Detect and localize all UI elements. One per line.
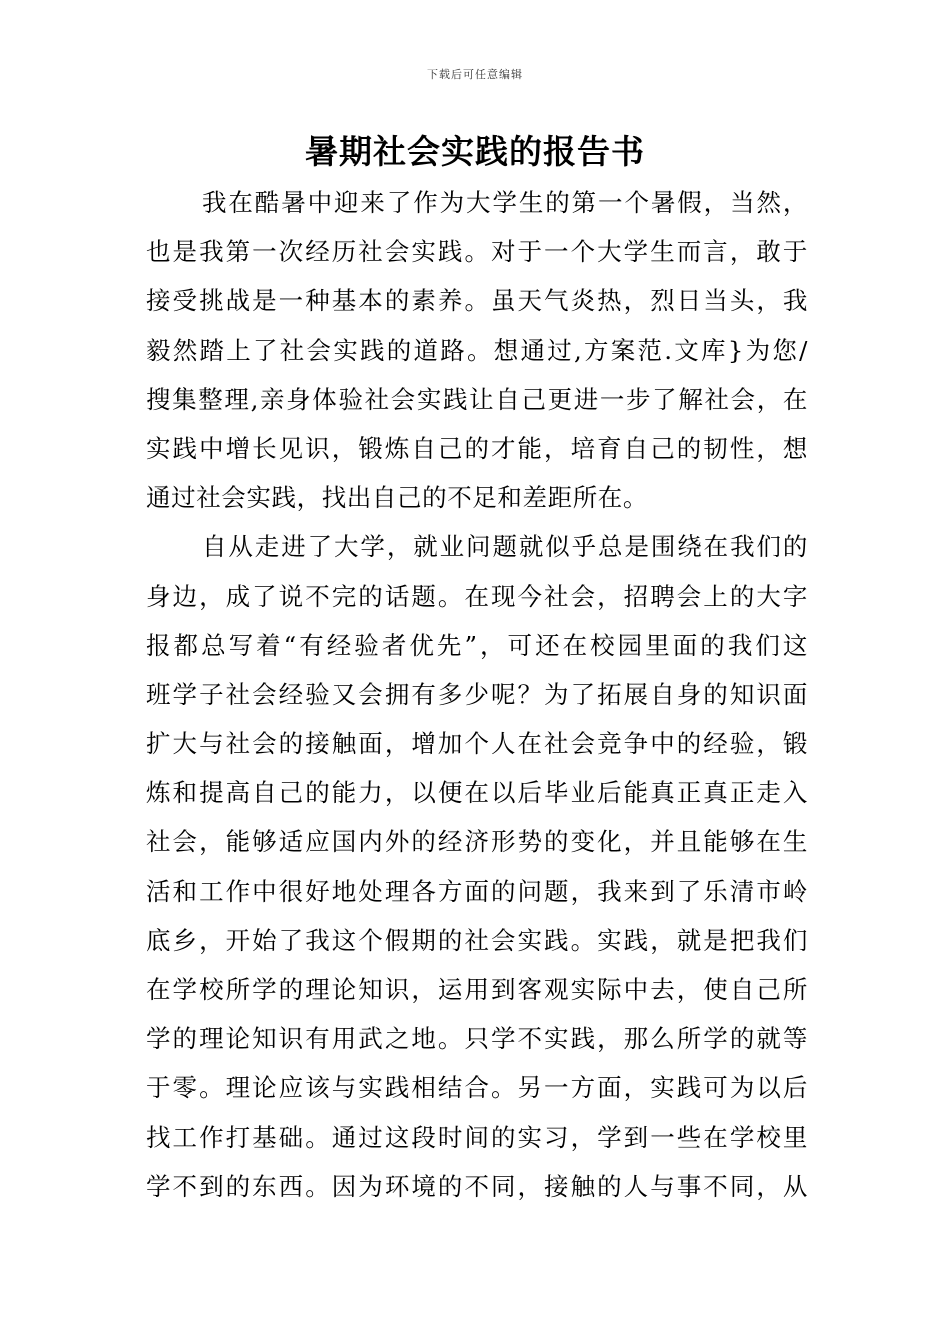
paragraph-1-line-4: 毅然踏上了社会实践的道路。想通过,方案范.文库}为您/ — [146, 335, 808, 365]
paragraph-2-line-7: 社会，能够适应国内外的经济形势的变化，并且能够在生 — [146, 827, 808, 857]
paragraph-2-line-2: 身边，成了说不完的话题。在现今社会，招聘会上的大字 — [146, 581, 808, 611]
paragraph-2-line-8: 活和工作中很好地处理各方面的问题，我来到了乐清市岭 — [146, 876, 808, 906]
document-body — [146, 178, 808, 1211]
paragraph-2-line-13: 找工作打基础。通过这段时间的实习，学到一些在学校里 — [146, 1122, 808, 1152]
page-header-note: 下载后可任意编辑 — [427, 68, 523, 81]
paragraph-1-line-6: 实践中增长见识，锻炼自己的才能，培育自己的韧性，想 — [146, 433, 808, 463]
paragraph-1-line-2: 也是我第一次经历社会实践。对于一个大学生而言，敢于 — [146, 237, 808, 267]
paragraph-1-line-5: 搜集整理,亲身体验社会实践让自己更进一步了解社会，在 — [146, 384, 808, 414]
paragraph-2-line-10: 在学校所学的理论知识，运用到客观实际中去，使自己所 — [146, 975, 808, 1004]
paragraph-2-line-14: 学不到的东西。因为环境的不同，接触的人与事不同，从 — [146, 1171, 808, 1201]
paragraph-1-line-1: 我在酷暑中迎来了作为大学生的第一个暑假，当然， — [202, 188, 808, 217]
paragraph-2-line-5: 扩大与社会的接触面，增加个人在社会竞争中的经验，锻 — [146, 729, 808, 759]
paragraph-1-line-7: 通过社会实践，找出自己的不足和差距所在。 — [146, 483, 648, 513]
paragraph-2-line-9: 底乡，开始了我这个假期的社会实践。实践，就是把我们 — [146, 925, 808, 955]
paragraph-2-line-1: 自从走进了大学，就业问题就似乎总是围绕在我们的 — [202, 532, 808, 562]
paragraph-2-line-3: 报都总写着“有经验者优先”，可还在校园里面的我们这 — [146, 630, 808, 660]
paragraph-2-line-11: 学的理论知识有用武之地。只学不实践，那么所学的就等 — [146, 1024, 808, 1054]
paragraph-2-line-12: 于零。理论应该与实践相结合。另一方面，实践可为以后 — [146, 1073, 808, 1103]
paragraph-1-line-3: 接受挑战是一种基本的素养。虽天气炎热，烈日当头，我 — [146, 286, 808, 316]
paragraph-2-line-6: 炼和提高自己的能力，以便在以后毕业后能真正真正走入 — [146, 778, 808, 808]
document-title: 暑期社会实践的报告书 — [305, 132, 645, 171]
paragraph-2-line-4: 班学子社会经验又会拥有多少呢？为了拓展自身的知识面 — [146, 679, 808, 709]
